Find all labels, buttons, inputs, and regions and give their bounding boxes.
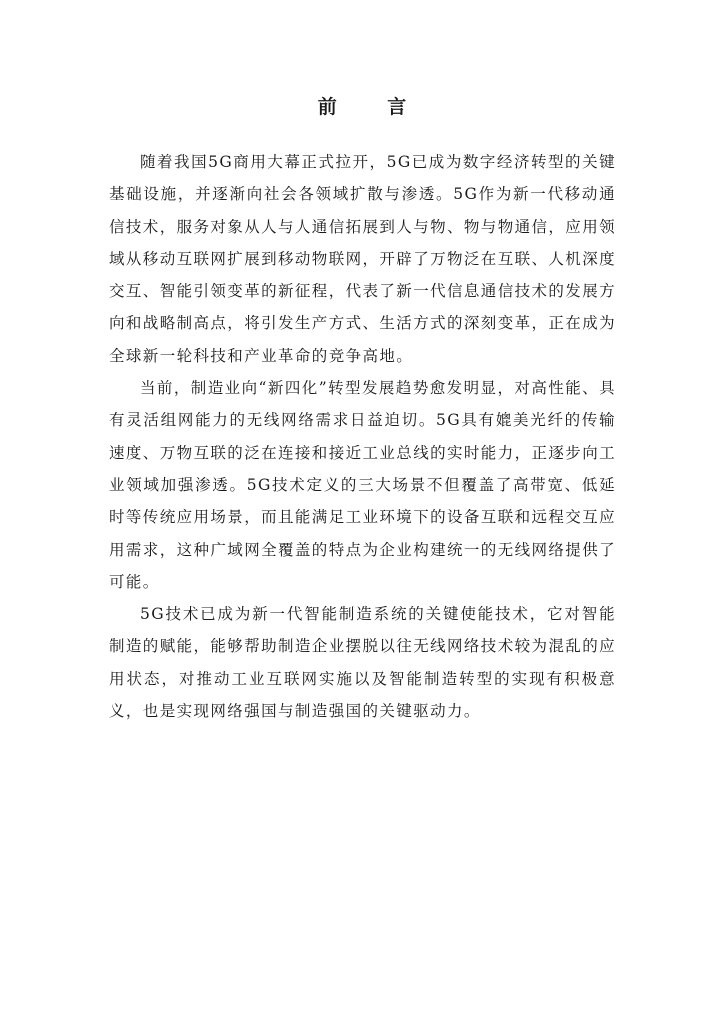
page-title: 前 言 <box>317 96 429 118</box>
document-body <box>109 146 616 727</box>
paragraph-2: 当前，制造业向“新四化”转型发展趋势愈发明显，对高性能、具有灵活组网能力的无线网络需求日益迫切。5G具有媲美光纤的传输速度、万物互联的泛在连接和接近工业总线的实时能力，正逐步向工业领域加强渗透。5G技术定义的三大场景不但覆盖了高带宽、低延时等传统应用场景，而且能满足工业环境下的设备互联和远程交互应用需求，这种广域网全覆盖的特点为企业构建统一的无线网络提供了可能。 <box>109 379 617 591</box>
paragraph-1: 随着我国5G商用大幕正式拉开，5G已成为数字经济转型的关键基础设施，并逐渐向社会各领域扩散与渗透。5G作为新一代移动通信技术，服务对象从人与人通信拓展到人与物、物与物通信，应用领域从移动互联网扩展到移动物联网，开辟了万物泛在互联、人机深度交互、智能引领变革的新征程，代表了新一代信息通信技术的发展方向和战略制高点，将引发生产方式、生活方式的深刻变革，正在成为全球新一轮科技和产业革命的竞争高地。 <box>109 153 617 365</box>
paragraph-3: 5G技术已成为新一代智能制造系统的关键使能技术，它对智能制造的赋能，能够帮助制造企业摆脱以往无线网络技术较为混乱的应用状态，对推动工业互联网实施以及智能制造转型的实现有积极意义，也是实现网络强国与制造强国的关键驱动力。 <box>109 605 617 721</box>
